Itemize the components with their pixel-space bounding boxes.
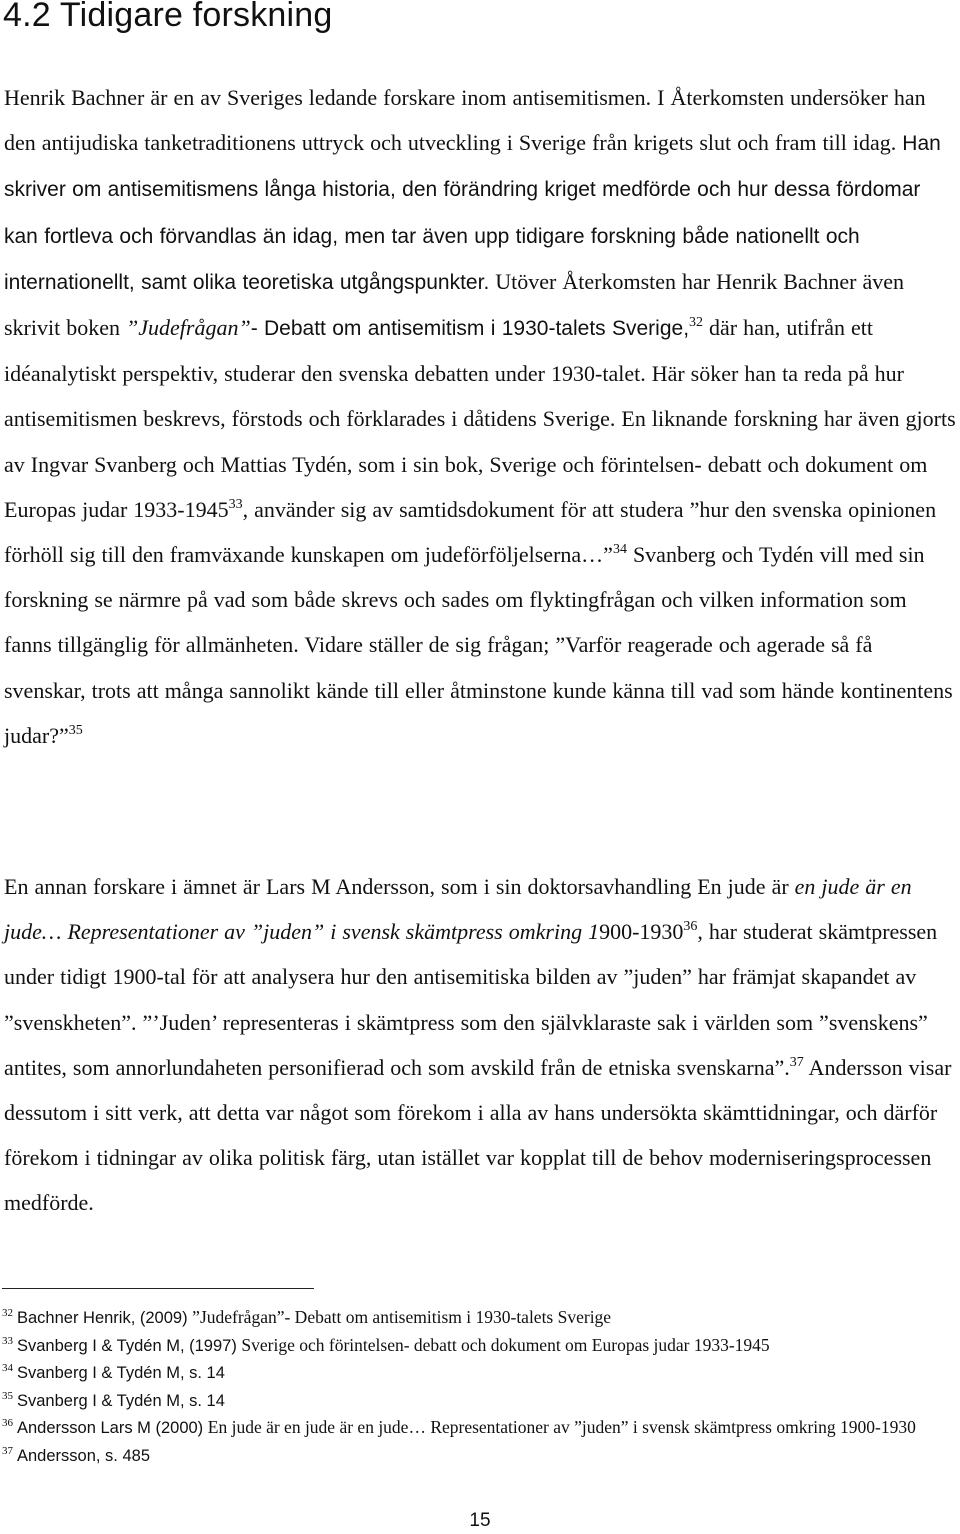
footnote-author: Bachner Henrik, (2009) <box>17 1309 193 1327</box>
footnote-author: Andersson, s. 485 <box>17 1446 150 1465</box>
text: 900-1930 <box>599 919 684 945</box>
footnote-ref[interactable]: 36 <box>683 919 698 935</box>
footnote-ref[interactable]: 32 <box>689 315 704 331</box>
footnote <box>2 1332 958 1360</box>
footnote <box>2 1359 958 1387</box>
paragraph-bachner <box>4 75 956 758</box>
footnote <box>2 1442 958 1470</box>
footnote-text: Sverige och förintelsen- debatt och dokument om Europas judar 1933-1945 <box>241 1334 770 1355</box>
footnote-ref[interactable]: 34 <box>612 542 627 558</box>
page-heading: 4.2 Tidigare forskning <box>3 0 333 34</box>
footnote-text: ”Judefrågan”- Debatt om antisemitism i 1930-talets Sverige <box>192 1307 612 1327</box>
text: Han skriver om antisemitismens långa historia, den förändring kriget medförde och hur dessa fördomar kan fortleva och förvandlas än idag, men tar även upp tidigare forskning både nationellt och internationellt, samt olika teoretiska utgångspunkter. <box>4 132 941 294</box>
footnote-author: Svanberg I & Tydén M, (1997) <box>17 1336 242 1355</box>
text: En annan forskare i ämnet är Lars M Andersson, som i sin doktorsavhandling En jude är <box>4 874 795 899</box>
text: , använder sig av samtidsdokument för att studera ”hur den svenska opinionen förhöll sig till den framväxande kunskapen om judeförföljelserna…” <box>4 496 937 568</box>
footnote-text: En jude är en jude är en jude… Representationer av ”juden” i svensk skämtpress omkring 1900-1930 <box>207 1417 916 1438</box>
footnote-number: 35 <box>2 1389 13 1402</box>
text: Andersson visar dessutom i sitt verk, att detta var något som förekom i alla av hans undersökta skämttidningar, och därför förekom i tidningar av olika politisk färg, utan istället var kopplat till de behov moderniseringsprocessen medförde. <box>4 1054 952 1216</box>
text: , har studerat skämtpressen under tidigt 1900-tal för att analysera hur den antisemitiska bilden av ”juden” har främjat skapandet av ”svenskheten”. ”’Juden’ representeras i skämtpress som den självklaraste sak i världen som ”svenskens” antites, som annorlundaheten personifierad och som avskild från de etniska svenskarna”. <box>4 919 938 1080</box>
text: Henrik Bachner är en av Sveriges ledande forskare inom antisemitismen. I Återkomsten undersöker han den antijudiska tanketraditionens uttryck och utveckling i Sverige från krigets slut och fram till idag. <box>4 85 926 156</box>
page-number: 15 <box>469 1510 491 1531</box>
footnote-ref[interactable]: 33 <box>228 496 243 512</box>
text: - Debatt om antisemitism i 1930-talets Sverige, <box>250 317 690 341</box>
footnote-number: 32 <box>2 1307 13 1319</box>
text: Utöver Återkomsten har Henrik Bachner även skrivit boken <box>4 268 905 341</box>
footnote <box>2 1414 958 1442</box>
footnote-number: 36 <box>2 1417 13 1430</box>
footnote-number: 33 <box>2 1334 13 1347</box>
text: där han, utifrån ett idéanalytiskt perspektiv, studerar den svenska debatten under 1930-talet. Här söker han ta reda på hur antisemitismen beskrevs, förstods och förklarades i dåtidens Sverige. En liknande forskning har även gjorts av Ingvar Svanberg och Mattias Tydén, som i sin bok, Sverige och förintelsen- debatt och dokument om Europas judar 1933-1945 <box>4 315 956 522</box>
book-title-italic: ”Judefrågan” <box>126 315 251 341</box>
footnote-ref[interactable]: 37 <box>789 1054 804 1070</box>
footnote-number: 37 <box>2 1444 13 1457</box>
footnote-author: Svanberg I & Tydén M, s. 14 <box>17 1391 225 1410</box>
footnote-author: Svanberg I & Tydén M, s. 14 <box>17 1364 225 1383</box>
footnotes <box>2 1304 958 1470</box>
footnote-separator <box>2 1288 314 1289</box>
dissertation-title-italic: en jude är en jude… Representationer av ”juden” i svensk skämtpress omkring 1 <box>4 874 912 945</box>
footnote-number: 34 <box>2 1362 13 1375</box>
footnote <box>2 1304 958 1332</box>
footnote-ref[interactable]: 35 <box>68 722 83 738</box>
footnote <box>2 1387 958 1415</box>
text: Svanberg och Tydén vill med sin forskning se närmre på vad som både skrevs och sades om flyktingfrågan och vilken information som fanns tillgänglig för allmänheten. Vidare ställer de sig frågan; ”Varför reagerade och agerade så få svenskar, trots att många sannolikt kände till eller åtminstone kunde känna till vad som hände kontinentens judar?” <box>4 542 953 748</box>
footnote-author: Andersson Lars M (2000) <box>17 1419 208 1438</box>
paragraph-andersson <box>4 864 956 1226</box>
